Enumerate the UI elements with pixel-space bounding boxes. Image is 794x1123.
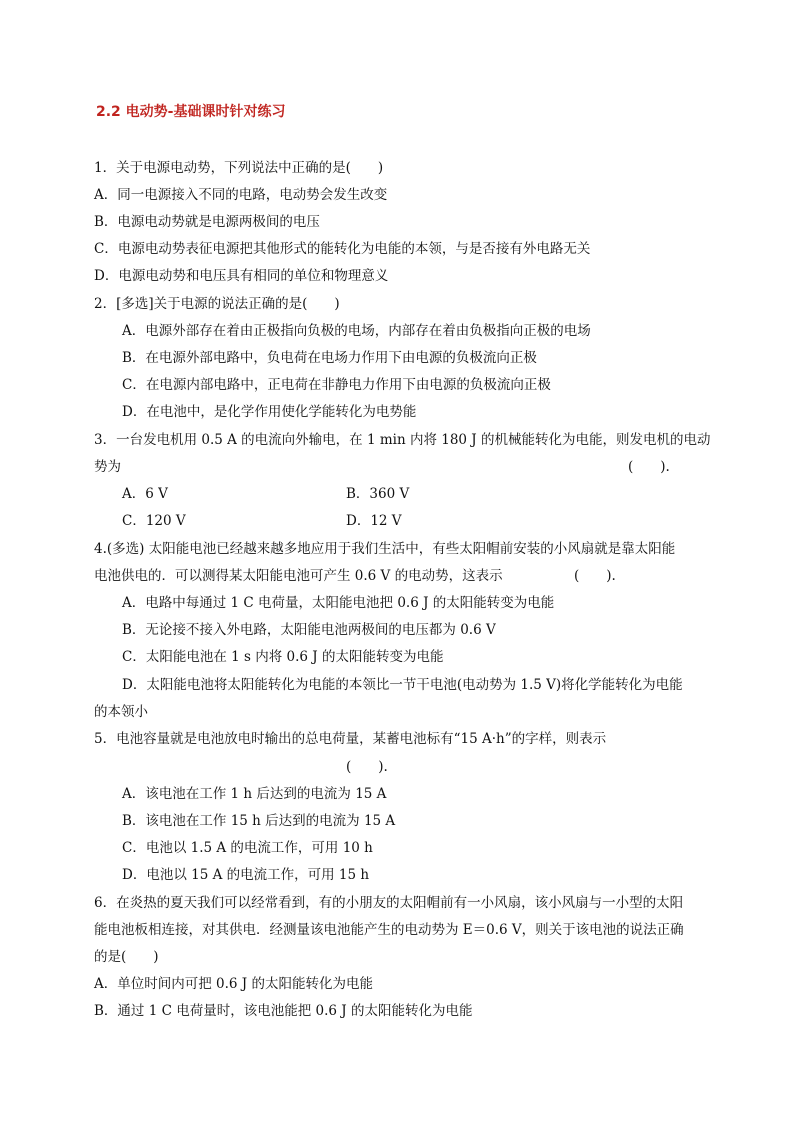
q4-option-d-cont: 的本领小 [94, 704, 148, 720]
q4-option-c: C．太阳能电池在 1 s 内将 0.6 J 的太阳能转变为电能 [122, 649, 444, 665]
q1-option-d: D．电源电动势和电压具有相同的单位和物理意义 [94, 268, 389, 284]
q6-option-b: B．通过 1 C 电荷量时，该电池能把 0.6 J 的太阳能转化为电能 [94, 1003, 473, 1019]
q5-stem: 5．电池容量就是电池放电时输出的总电荷量，某蓄电池标有“15 A·h”的字样，则表示 [94, 731, 607, 747]
document-title: 2.2 电动势-基础课时针对练习 [96, 104, 286, 120]
q5-option-b: B．该电池在工作 15 h 后达到的电流为 15 A [122, 813, 396, 829]
q3-stem-line2: 势为 [94, 459, 121, 475]
q5-answer-paren: ( ). [346, 759, 388, 775]
q3-option-d: D．12 V [346, 513, 402, 529]
q4-stem-line1: 4.(多选) 太阳能电池已经越来越多地应用于我们生活中，有些太阳帽前安装的小风扇就是靠太阳能 [94, 541, 676, 557]
q2-option-c: C．在电源内部电路中，正电荷在非静电力作用下由电源的负极流向正极 [122, 377, 551, 393]
q5-option-a: A．该电池在工作 1 h 后达到的电流为 15 A [122, 786, 387, 802]
q4-option-a: A．电路中每通过 1 C 电荷量，太阳能电池把 0.6 J 的太阳能转变为电能 [122, 595, 555, 611]
q5-option-c: C．电池以 1.5 A 的电流工作，可用 10 h [122, 840, 373, 856]
q1-option-a: A．同一电源接入不同的电路，电动势会发生改变 [94, 187, 388, 203]
q5-option-d: D．电池以 15 A 的电流工作，可用 15 h [122, 867, 370, 883]
q3-option-c: C．120 V [122, 513, 186, 529]
q6-stem-line3: 的是( ) [94, 949, 159, 965]
q3-answer-paren: ( ). [628, 459, 670, 475]
q1-stem: 1．关于电源电动势，下列说法中正确的是( ) [94, 160, 384, 176]
q3-stem-line1: 3．一台发电机用 0.5 A 的电流向外输电，在 1 min 内将 180 J 的机械能转化为电能，则发电机的电动 [94, 432, 711, 448]
q4-option-b: B．无论接不接入外电路，太阳能电池两极间的电压都为 0.6 V [122, 622, 496, 638]
q6-stem-line2: 能电池板相连接，对其供电．经测量该电池能产生的电动势为 E＝0.6 V，则关于该电池的说法正确 [94, 922, 684, 938]
q4-option-d: D．太阳能电池将太阳能转化为电能的本领比一节干电池(电动势为 1.5 V)将化学能转化为电能 [122, 677, 683, 693]
q2-option-a: A．电源外部存在着由正极指向负极的电场，内部存在着由负极指向正极的电场 [122, 323, 591, 339]
q4-answer-paren: ( ). [574, 568, 616, 584]
q3-option-b: B．360 V [346, 486, 410, 502]
q2-option-b: B．在电源外部电路中，负电荷在电场力作用下由电源的负极流向正极 [122, 350, 537, 366]
q1-option-c: C．电源电动势表征电源把其他形式的能转化为电能的本领，与是否接有外电路无关 [94, 241, 591, 257]
q3-option-a: A．6 V [122, 486, 168, 502]
q2-option-d: D．在电池中，是化学作用使化学能转化为电势能 [122, 404, 417, 420]
q1-option-b: B．电源电动势就是电源两极间的电压 [94, 214, 320, 230]
q6-stem-line1: 6．在炎热的夏天我们可以经常看到，有的小朋友的太阳帽前有一小风扇，该小风扇与一小型的太阳 [94, 895, 684, 911]
q2-stem: 2．[多选]关于电源的说法正确的是( ) [94, 296, 340, 312]
q4-stem-line2: 电池供电的．可以测得某太阳能电池可产生 0.6 V 的电动势，这表示 [94, 568, 503, 584]
q6-option-a: A．单位时间内可把 0.6 J 的太阳能转化为电能 [94, 976, 374, 992]
